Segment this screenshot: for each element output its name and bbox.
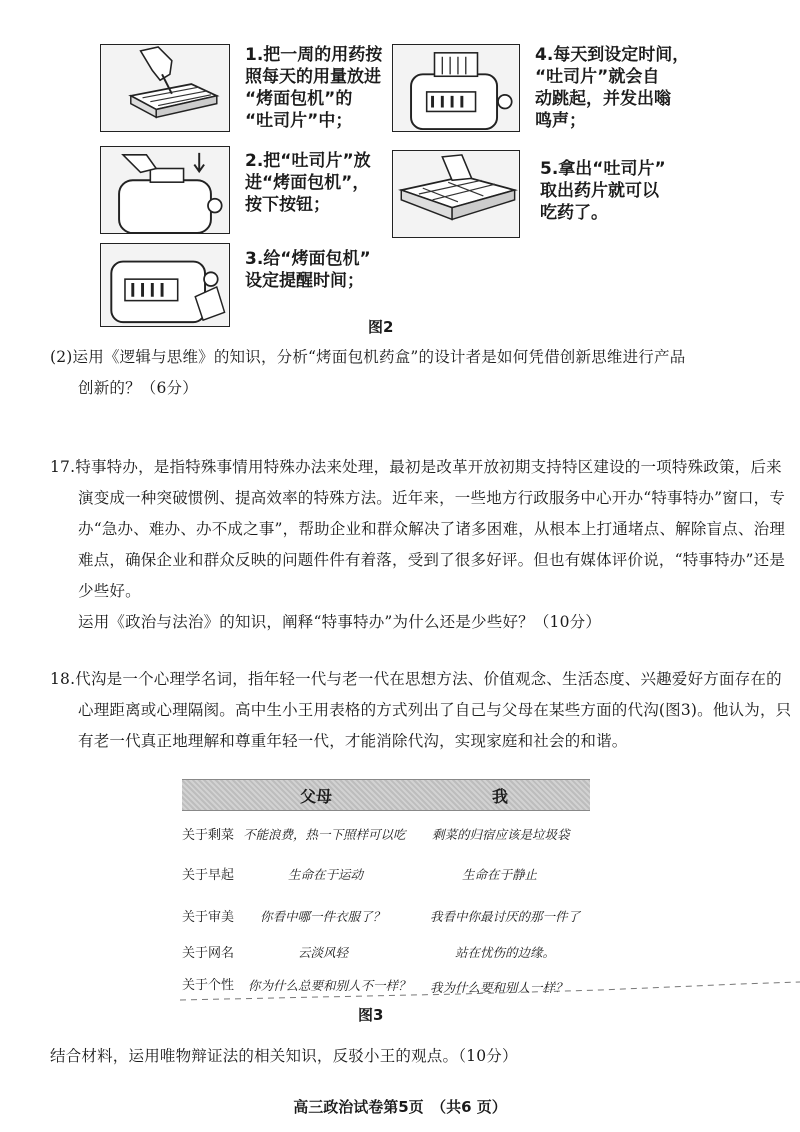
step1-text: 1.把一周的用药按 照每天的用量放进 “烤面包机”的 “吐司片”中；	[245, 45, 383, 131]
row-parents-value: 生命在于运动	[288, 867, 364, 882]
row-me-value: 我看中你最讨厌的那一件了	[430, 909, 581, 924]
step1-image	[100, 44, 230, 132]
question-16-2-line1: (2)运用《逻辑与思维》的知识，分析“烤面包机药盒”的设计者是如何凭借创新思维进行产品	[50, 348, 686, 366]
row-parents-value: 不能浪费，热一下照样可以吃	[243, 827, 406, 842]
question-16-2	[50, 342, 765, 404]
page-footer: 高三政治试卷第5页 （共6 页）	[293, 1098, 507, 1116]
question-18-number: 18.	[50, 670, 76, 688]
row-me-value: 生命在于静止	[462, 867, 538, 882]
question-17-prompt: 运用《政治与法治》的知识，阐释“特事特办”为什么还是少些好？（10分）	[78, 613, 602, 631]
figure2-caption: 图2	[368, 318, 394, 336]
row-label: 关于早起	[182, 868, 235, 883]
row-parents-value: 云淡风轻	[298, 945, 349, 960]
step2-image	[100, 146, 230, 234]
question-17-number: 17.	[50, 458, 76, 476]
step5-text: 5.拿出“吐司片” 取出药片就可以 吃药了。	[540, 159, 666, 223]
row-me-value: 我为什么要和别人一样？	[430, 980, 568, 995]
row-parents-value: 你看中哪一件衣服了？	[260, 909, 386, 924]
row-label: 关于剩菜	[182, 828, 235, 843]
table-bottom-rule	[180, 966, 800, 1006]
step4-text: 4.每天到设定时间， “吐司片”就会自 动跳起，并发出嗡 鸣声；	[535, 45, 690, 131]
question-18	[50, 664, 793, 757]
header-me: 我	[492, 787, 509, 806]
row-me-value: 剩菜的归宿应该是垃圾袋	[432, 827, 570, 842]
row-label: 关于网名	[182, 946, 235, 961]
row-me-value: 站在忧伤的边缘。	[455, 945, 556, 960]
step5-image	[392, 150, 520, 238]
row-label: 关于个性	[182, 978, 235, 993]
step3-image	[100, 243, 230, 327]
row-parents-value: 你为什么总要和别人不一样？	[248, 978, 411, 993]
question-18-body: 代沟是一个心理学名词，指年轻一代与老一代在思想方法、价值观念、生活态度、兴趣爱好方面存在的心理距离或心理隔阂。高中生小王用表格的方式列出了自己与父母在某些方面的代沟(图3)。他认为，只有老一代真正地理解和尊重年轻一代，才能消除代沟，实现家庭和社会的和谐。	[75, 670, 792, 750]
question-16-2-line2: 创新的？（6分）	[78, 379, 198, 397]
figure3-caption: 图3	[358, 1006, 384, 1024]
step4-image	[392, 44, 520, 132]
header-parents: 父母	[300, 787, 333, 806]
step3-text: 3.给“烤面包机” 设定提醒时间；	[245, 249, 371, 291]
question-17-body: 特事特办，是指特殊事情用特殊办法来处理，最初是改革开放初期支持特区建设的一项特殊政策，后来演变成一种突破惯例、提高效率的特殊方法。近年来，一些地方行政服务中心开办“特事特办”窗口，专办“急办、难办、办不成之事”，帮助企业和群众解决了诸多困难，从根本上打通堵点、解除盲点、治理难点，确保企业和群众反映的问题件件有着落，受到了很多好评。但也有媒体评价说，“特事特办”还是少些好。	[75, 458, 786, 600]
question-17	[50, 452, 793, 638]
step2-text: 2.把“吐司片”放 进“烤面包机”， 按下按钮；	[245, 151, 371, 215]
row-label: 关于审美	[182, 910, 235, 925]
question-18-prompt: 结合材料，运用唯物辩证法的相关知识，反驳小王的观点。（10分）	[50, 1047, 518, 1065]
figure3-header	[182, 779, 590, 811]
